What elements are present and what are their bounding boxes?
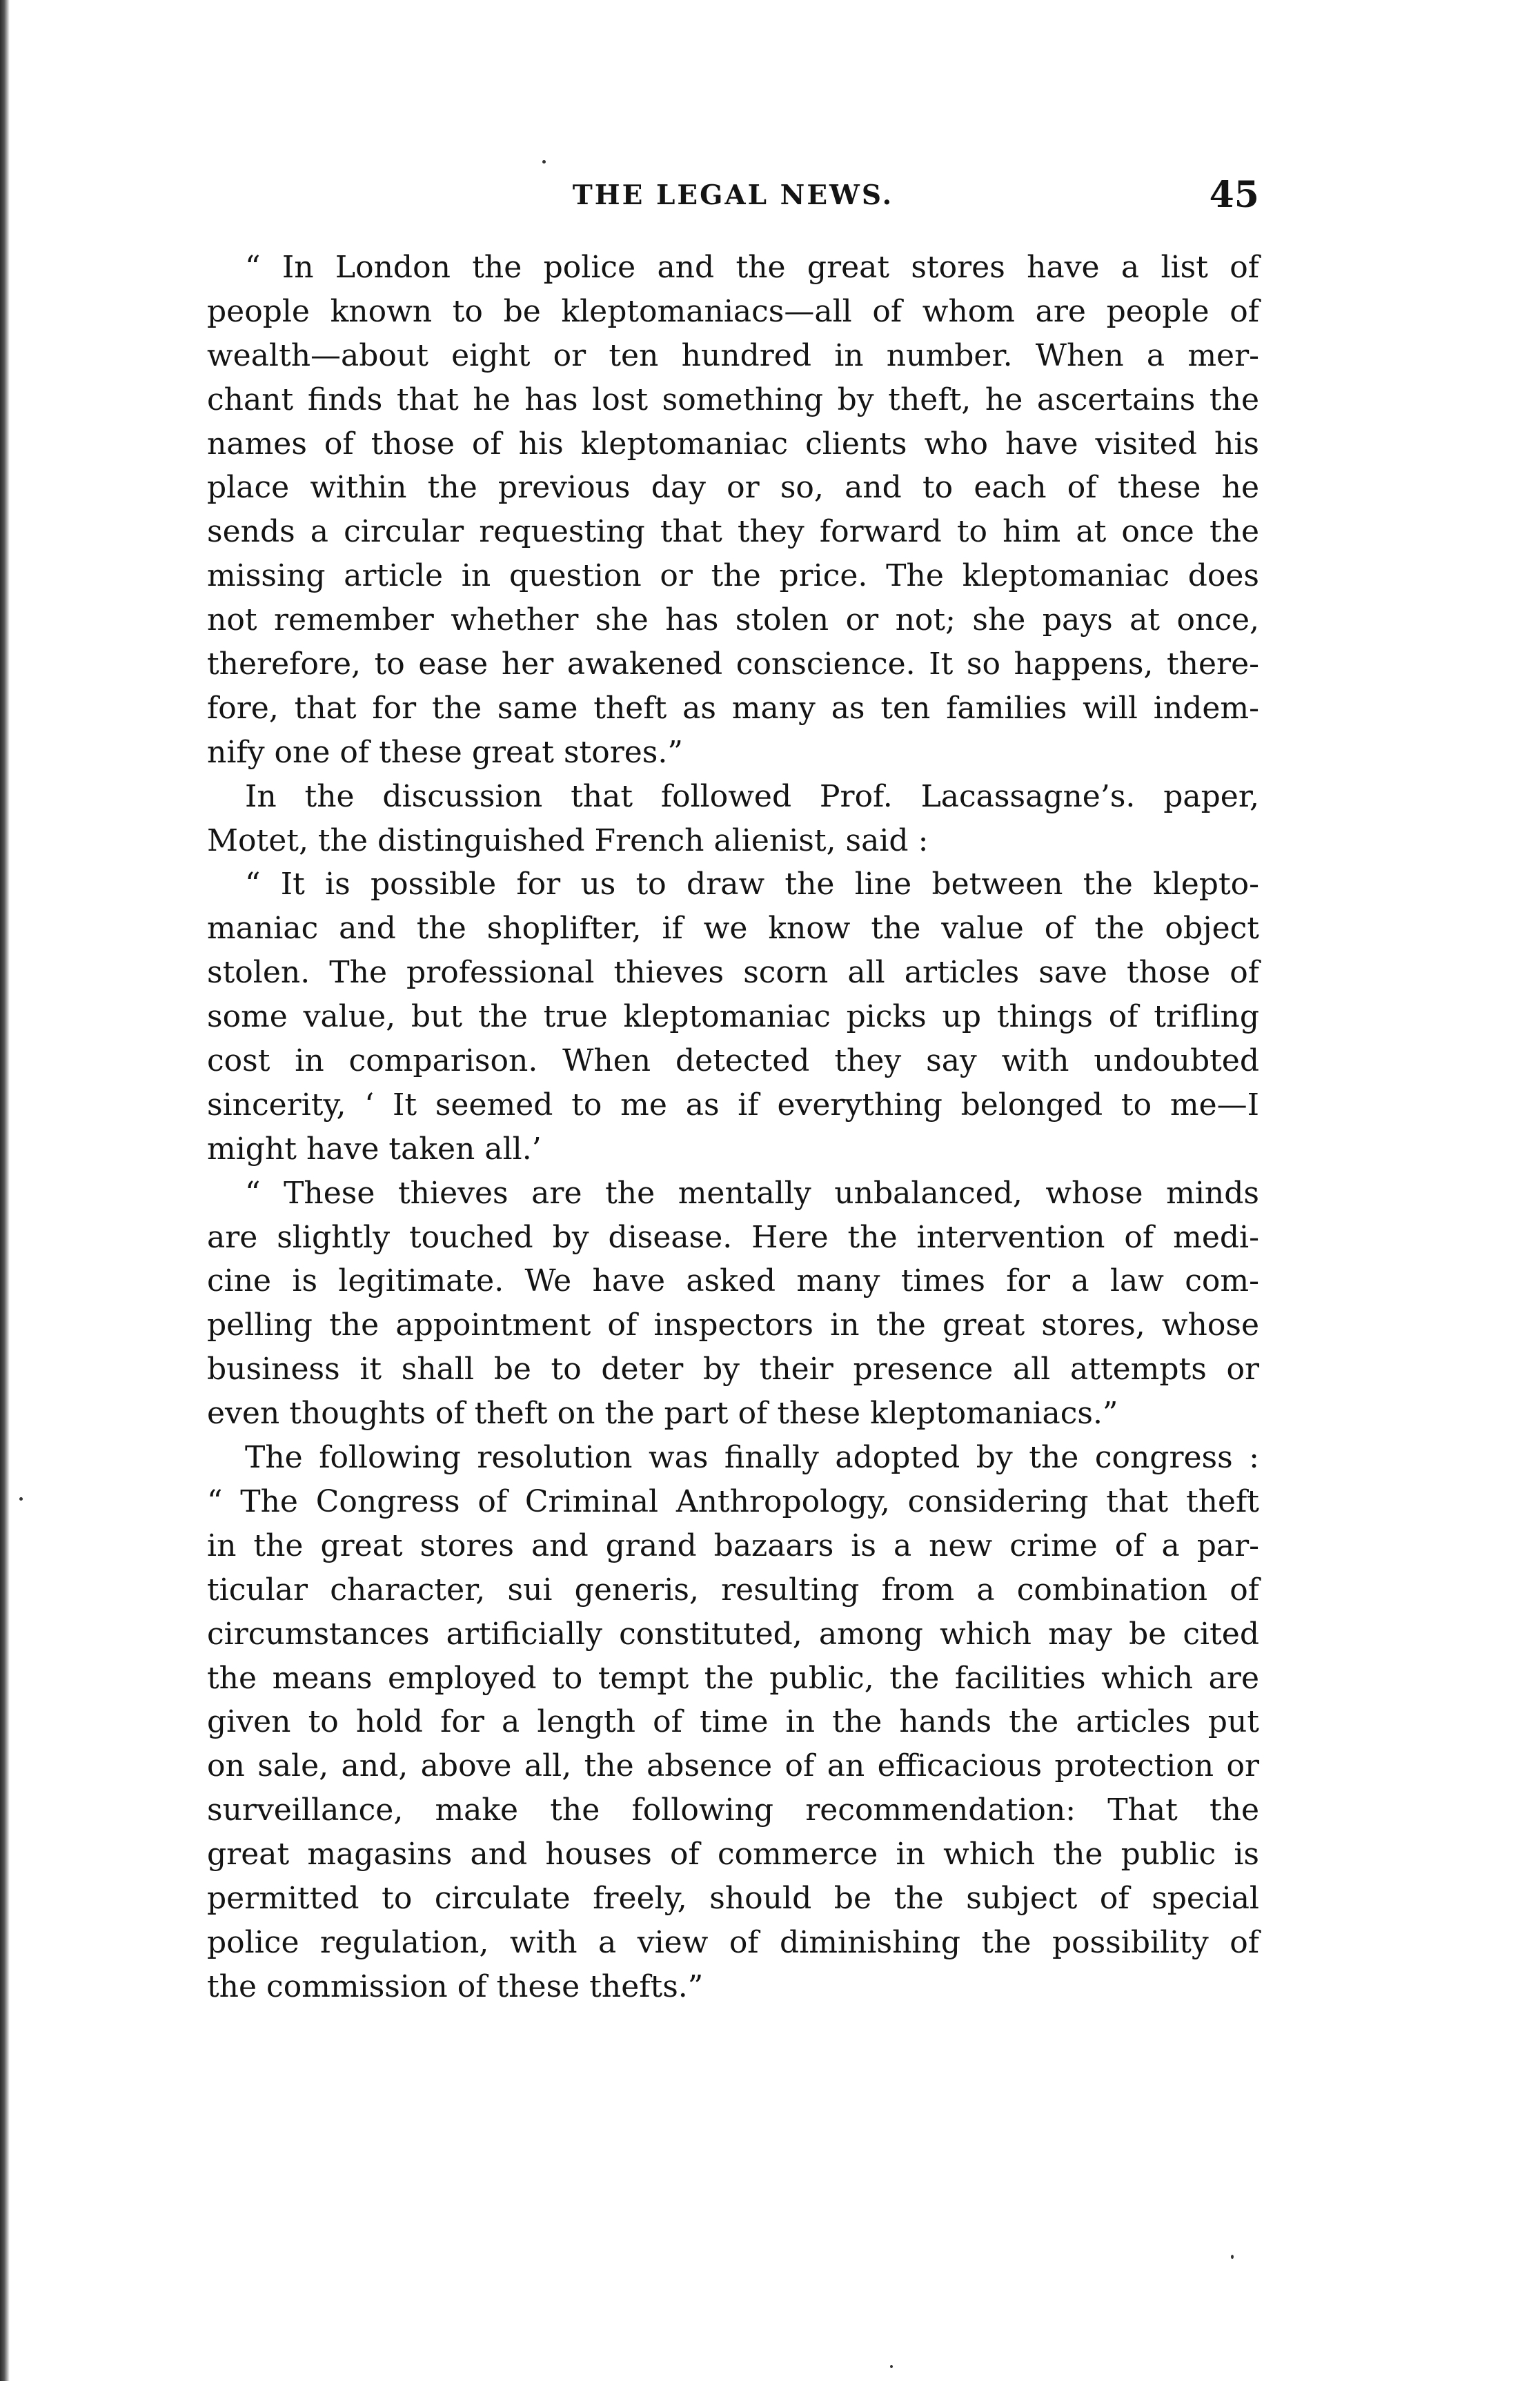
print-speck bbox=[542, 160, 546, 164]
text-line: people known to be kleptomaniacs—all of whom are people of bbox=[207, 293, 1259, 329]
running-head bbox=[207, 171, 1259, 226]
article-text bbox=[207, 246, 1259, 2009]
text-line: Motet, the distinguished French alienist, said : bbox=[207, 822, 929, 858]
text-line: on sale, and, above all, the absence of an efficacious protection or bbox=[207, 1748, 1259, 1784]
text-line: place within the previous day or so, and to each of these he bbox=[207, 470, 1259, 506]
text-line: “ It is possible for us to draw the line between the klepto- bbox=[245, 867, 1259, 902]
page-number: 45 bbox=[1209, 174, 1259, 216]
text-line: cine is legitimate. We have asked many times for a law com- bbox=[207, 1263, 1259, 1299]
print-speck bbox=[1231, 2255, 1234, 2259]
text-line: permitted to circulate freely, should be the subject of special bbox=[207, 1880, 1259, 1916]
print-speck bbox=[19, 1497, 23, 1501]
text-line: fore, that for the same theft as many as ten families will indem- bbox=[207, 690, 1259, 726]
text-line: surveillance, make the following recommendation: That the bbox=[207, 1792, 1259, 1828]
text-line: even thoughts of theft on the part of these kleptomaniacs.” bbox=[207, 1396, 1118, 1432]
text-line: maniac and the shoplifter, if we know the value of the object bbox=[207, 911, 1259, 947]
text-line: chant finds that he has lost something by theft, he ascertains the bbox=[207, 382, 1259, 417]
text-line: in the great stores and grand bazaars is a new crime of a par- bbox=[207, 1528, 1259, 1563]
text-line: sends a circular requesting that they forward to him at once the bbox=[207, 514, 1259, 550]
text-line: “ The Congress of Criminal Anthropology, considering that theft bbox=[207, 1483, 1259, 1519]
text-line: names of those of his kleptomaniac clients who have visited his bbox=[207, 426, 1259, 462]
text-line: pelling the appointment of inspectors in the great stores, whose bbox=[207, 1307, 1259, 1343]
text-line: wealth—about eight or ten hundred in number. When a mer- bbox=[207, 337, 1259, 373]
text-line: business it shall be to deter by their presence all attempts or bbox=[207, 1352, 1259, 1387]
text-line: “ In London the police and the great stores have a list of bbox=[245, 250, 1259, 285]
running-title: THE LEGAL NEWS. bbox=[572, 179, 894, 211]
print-speck bbox=[890, 2365, 893, 2368]
text-line: circumstances artificially constituted, among which may be cited bbox=[207, 1616, 1259, 1652]
text-line: ticular character, sui generis, resulting from a combination of bbox=[207, 1572, 1259, 1608]
text-line: the means employed to tempt the public, the facilities which are bbox=[207, 1660, 1259, 1696]
text-line: the commission of these thefts.” bbox=[207, 1968, 704, 2004]
text-line: given to hold for a length of time in the hands the articles put bbox=[207, 1704, 1259, 1740]
text-line: some value, but the true kleptomaniac picks up things of trifling bbox=[207, 999, 1259, 1035]
text-line: cost in comparison. When detected they say with undoubted bbox=[207, 1043, 1259, 1079]
text-line: police regulation, with a view of diminishing the possibility of bbox=[207, 1924, 1259, 1960]
text-line: “ These thieves are the mentally unbalanced, whose minds bbox=[245, 1175, 1259, 1211]
page-binding-edge bbox=[0, 0, 10, 2381]
text-line: sincerity, ‘ It seemed to me as if everything belonged to me—I bbox=[207, 1087, 1259, 1123]
text-line: missing article in question or the price. The kleptomaniac does bbox=[207, 558, 1259, 594]
text-line: might have taken all.’ bbox=[207, 1131, 542, 1167]
text-line: nify one of these great stores.” bbox=[207, 734, 683, 770]
text-line: great magasins and houses of commerce in which the public is bbox=[207, 1837, 1259, 1873]
text-line: not remember whether she has stolen or not; she pays at once, bbox=[207, 602, 1259, 638]
text-line: therefore, to ease her awakened conscience. It so happens, there- bbox=[207, 646, 1259, 682]
text-line: stolen. The professional thieves scorn all articles save those of bbox=[207, 955, 1259, 991]
text-line: In the discussion that followed Prof. Lacassagne’s. paper, bbox=[245, 778, 1259, 814]
text-line: are slightly touched by disease. Here the intervention of medi- bbox=[207, 1219, 1259, 1255]
text-line: The following resolution was finally adopted by the congress : bbox=[245, 1440, 1259, 1476]
